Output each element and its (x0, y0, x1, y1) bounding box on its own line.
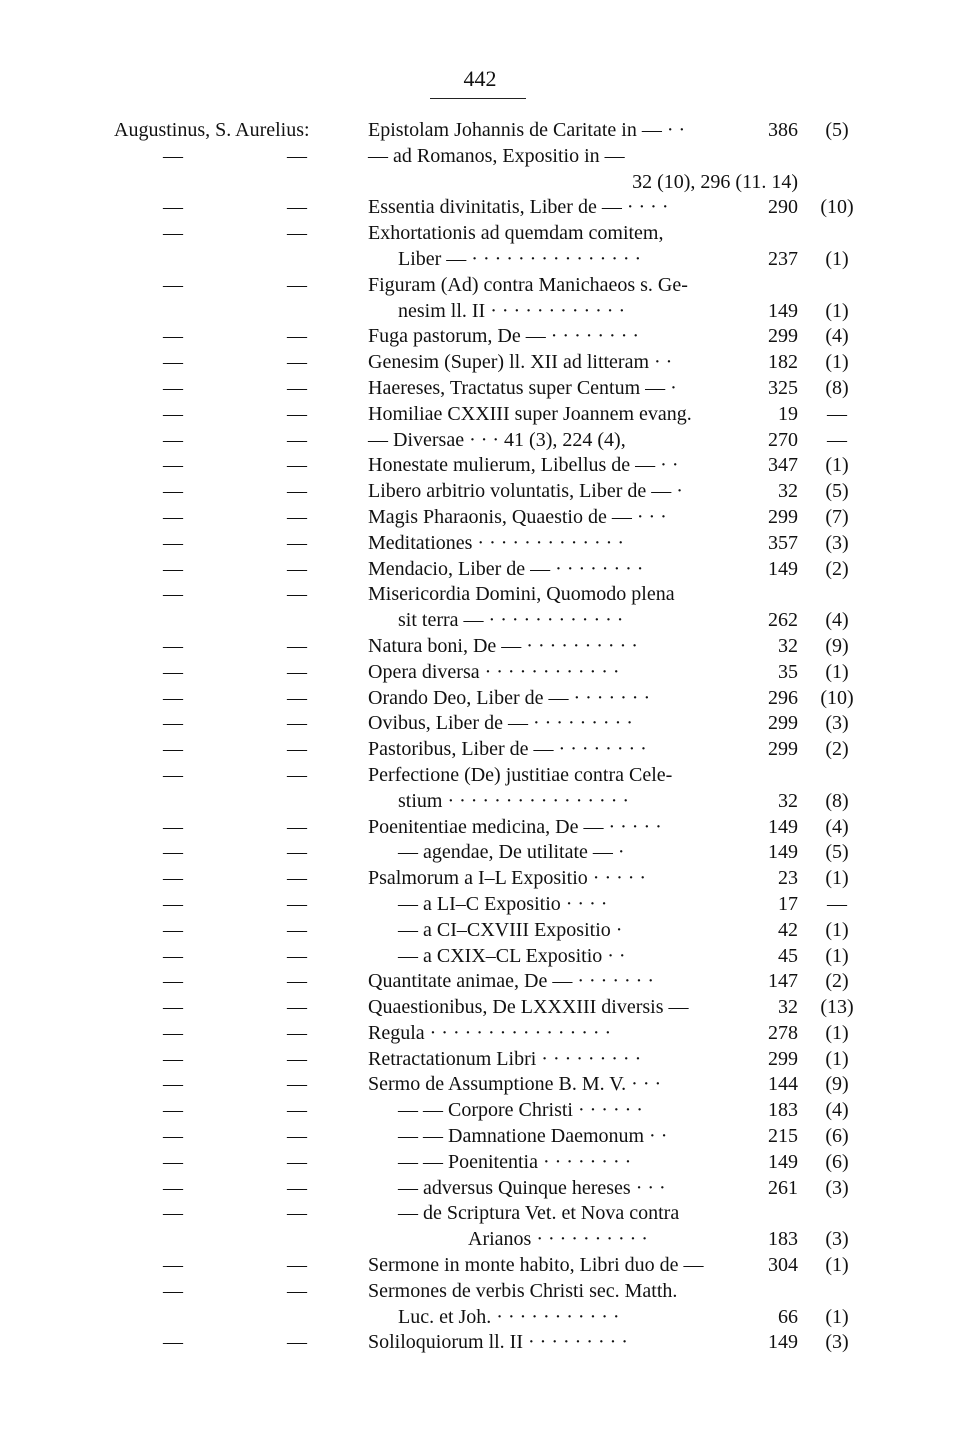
entry-title: — de Scriptura Vet. et Nova contra (398, 1202, 680, 1225)
entry-number: (3) (825, 1176, 849, 1199)
subauthor-column: — (287, 1176, 307, 1199)
page-reference: 299 (768, 712, 798, 735)
subauthor-column: — (287, 325, 307, 348)
author-column: — (163, 273, 183, 296)
entry-title: Libero arbitrio voluntatis, Liber de — · (368, 480, 683, 503)
entry-title: — — Corpore Christi · · · · · · (398, 1099, 643, 1122)
entry-title: — — Damnatione Daemonum · · (398, 1125, 668, 1148)
subauthor-column: — (287, 557, 307, 580)
entry-number: (1) (825, 454, 849, 477)
subauthor-column: — (287, 196, 307, 219)
subauthor-column: — (287, 454, 307, 477)
author-column: — (163, 1331, 183, 1354)
page-reference: 386 (768, 119, 798, 141)
subauthor-column: — (287, 402, 307, 425)
page-reference: 215 (768, 1125, 798, 1148)
entry-number: (9) (825, 634, 849, 657)
author-column: — (163, 222, 183, 245)
index-entry (0, 892, 960, 918)
page-reference: 32 (10), 296 (11. 14) (632, 170, 798, 193)
subauthor-column: — (287, 1099, 307, 1122)
entry-number: (5) (825, 480, 849, 503)
author-column: — (163, 1125, 183, 1148)
entry-number: (3) (825, 1331, 849, 1354)
entry-number: (2) (825, 738, 849, 761)
entry-number: (3) (825, 712, 849, 735)
entry-number: — (827, 402, 847, 425)
entry-title: Exhortationis ad quemdam comitem, (368, 222, 664, 245)
index-entry (0, 918, 960, 944)
index-entry (0, 1150, 960, 1176)
author-column: — (163, 738, 183, 761)
entry-number: (1) (825, 944, 849, 967)
entry-number: — (827, 428, 847, 451)
entry-number: (10) (820, 196, 854, 219)
page-reference: 182 (768, 351, 798, 374)
entry-title: Essentia divinitatis, Liber de — · · · · (368, 196, 669, 219)
page-reference: 149 (768, 299, 798, 322)
entry-title: Meditationes · · · · · · · · · · · · · (368, 531, 625, 554)
page-number-rule (430, 98, 526, 99)
subauthor-column: — (287, 1073, 307, 1096)
entry-title: Sermones de verbis Christi sec. Matth. (368, 1279, 678, 1302)
subauthor-column: — (287, 1254, 307, 1277)
author-column: — (163, 996, 183, 1019)
index-entry (0, 221, 960, 247)
entry-number: (8) (825, 376, 849, 399)
entry-number: (1) (825, 1047, 849, 1070)
subauthor-column: — (287, 1047, 307, 1070)
page-reference: 299 (768, 505, 798, 528)
page-reference: 347 (768, 454, 798, 477)
subauthor-column: — (287, 531, 307, 554)
index-entry (0, 273, 960, 299)
subauthor-column: — (287, 583, 307, 606)
subauthor-column: — (287, 841, 307, 864)
page-reference: 270 (768, 428, 798, 451)
index-entry (0, 428, 960, 454)
entry-title: stium · · · · · · · · · · · · · · · · (398, 789, 630, 812)
index-entry (0, 299, 960, 325)
author-column: — (163, 428, 183, 451)
author-column: — (163, 686, 183, 709)
entry-title: Quantitate animae, De — · · · · · · · (368, 970, 654, 993)
index-entry (0, 608, 960, 634)
entry-title: sit terra — · · · · · · · · · · · · (398, 609, 624, 632)
entry-number: (9) (825, 1073, 849, 1096)
entry-number: (1) (825, 867, 849, 890)
author-column: — (163, 815, 183, 838)
index-entry (0, 144, 960, 170)
subauthor-column: — (287, 970, 307, 993)
entry-title: Pastoribus, Liber de — · · · · · · · · (368, 738, 647, 761)
subauthor-column: — (287, 480, 307, 503)
page-reference: 278 (768, 1021, 798, 1044)
page-reference: 32 (778, 480, 798, 503)
page-reference: 32 (778, 789, 798, 812)
author-column: — (163, 454, 183, 477)
index-entry (0, 170, 960, 196)
entry-title: Haereses, Tractatus super Centum — · (368, 376, 677, 399)
subauthor-column: — (287, 738, 307, 761)
entry-title: Liber — · · · · · · · · · · · · · · · (398, 247, 642, 270)
entry-title: — ad Romanos, Expositio in — (368, 144, 625, 167)
subauthor-column: — (287, 222, 307, 245)
index-entry (0, 1305, 960, 1331)
author-column: — (163, 1021, 183, 1044)
subauthor-column: — (287, 273, 307, 296)
index-entry (0, 1176, 960, 1202)
page-reference: 66 (778, 1305, 798, 1328)
subauthor-column: — (287, 1331, 307, 1354)
subauthor-column: — (287, 1125, 307, 1148)
index-entry (0, 1279, 960, 1305)
entry-title: Opera diversa · · · · · · · · · · · · (368, 660, 620, 683)
index-entry (0, 1124, 960, 1150)
index-entry (0, 711, 960, 737)
entry-number: (2) (825, 557, 849, 580)
author-column: — (163, 351, 183, 374)
page-reference: 32 (778, 634, 798, 657)
index-entry (0, 763, 960, 789)
entry-title: Honestate mulierum, Libellus de — · · (368, 454, 679, 477)
page-reference: 183 (768, 1228, 798, 1251)
author-column: — (163, 892, 183, 915)
page-reference: 296 (768, 686, 798, 709)
index-entry (0, 195, 960, 221)
index-entry (0, 944, 960, 970)
entry-title: Arianos · · · · · · · · · · (468, 1228, 648, 1251)
entry-number: (7) (825, 505, 849, 528)
entry-number: (4) (825, 325, 849, 348)
page-reference: 261 (768, 1176, 798, 1199)
entry-number: (2) (825, 970, 849, 993)
page-reference: 149 (768, 841, 798, 864)
subauthor-column: — (287, 505, 307, 528)
author-column: — (163, 1202, 183, 1225)
subauthor-column: — (287, 1202, 307, 1225)
entry-title: Luc. et Joh. · · · · · · · · · · · (398, 1305, 620, 1328)
index-entry (0, 453, 960, 479)
entry-title: Perfectione (De) justitiae contra Cele- (368, 763, 673, 786)
author-column: Augustinus, S. Aurelius: (114, 119, 310, 141)
entry-title: Soliloquiorum ll. II · · · · · · · · · (368, 1331, 628, 1354)
entry-number: (4) (825, 815, 849, 838)
page-reference: 183 (768, 1099, 798, 1122)
entry-title: Fuga pastorum, De — · · · · · · · · (368, 325, 640, 348)
index-entry (0, 118, 960, 144)
index-entry (0, 737, 960, 763)
entry-number: (4) (825, 609, 849, 632)
subauthor-column: — (287, 918, 307, 941)
index-entry (0, 660, 960, 686)
page-reference: 23 (778, 867, 798, 890)
subauthor-column: — (287, 428, 307, 451)
index-entry (0, 247, 960, 273)
entry-title: Figuram (Ad) contra Manichaeos s. Ge- (368, 273, 688, 296)
page-reference: 149 (768, 557, 798, 580)
index-entry (0, 1047, 960, 1073)
subauthor-column: — (287, 712, 307, 735)
author-column: — (163, 1279, 183, 1302)
index-entry (0, 1201, 960, 1227)
index-entry (0, 840, 960, 866)
entry-title: Sermo de Assumptione B. M. V. · · · (368, 1073, 662, 1096)
page-reference: 237 (768, 247, 798, 270)
subauthor-column: — (287, 144, 307, 167)
index-entry (0, 815, 960, 841)
entry-number: (5) (825, 119, 849, 141)
page-reference: 262 (768, 609, 798, 632)
entry-title: — a CXIX–CL Expositio · · (398, 944, 626, 967)
subauthor-column: — (287, 660, 307, 683)
entry-title: Quaestionibus, De LXXXIII diversis — (368, 996, 689, 1019)
author-column: — (163, 196, 183, 219)
index-entry (0, 324, 960, 350)
index-entry (0, 1072, 960, 1098)
entry-number: (6) (825, 1150, 849, 1173)
subauthor-column: — (287, 815, 307, 838)
page-reference: 32 (778, 996, 798, 1019)
entry-title: — Diversae · · · 41 (3), 224 (4), (368, 428, 626, 451)
author-column: — (163, 402, 183, 425)
subauthor-column: — (287, 867, 307, 890)
page-reference: 42 (778, 918, 798, 941)
author-column: — (163, 1073, 183, 1096)
author-column: — (163, 1047, 183, 1070)
entry-title: Sermone in monte habito, Libri duo de — (368, 1254, 704, 1277)
author-column: — (163, 480, 183, 503)
entry-title: Misericordia Domini, Quomodo plena (368, 583, 675, 606)
index-entry (0, 531, 960, 557)
subauthor-column: — (287, 1021, 307, 1044)
subauthor-column: — (287, 634, 307, 657)
subauthor-column: — (287, 686, 307, 709)
entry-title: Retractationum Libri · · · · · · · · · (368, 1047, 642, 1070)
author-column: — (163, 505, 183, 528)
author-column: — (163, 867, 183, 890)
index-entry (0, 634, 960, 660)
subauthor-column: — (287, 1150, 307, 1173)
entry-title: Natura boni, De — · · · · · · · · · · (368, 634, 638, 657)
subauthor-column: — (287, 996, 307, 1019)
author-column: — (163, 1099, 183, 1122)
entry-title: Orando Deo, Liber de — · · · · · · · (368, 686, 651, 709)
index-entry (0, 995, 960, 1021)
author-column: — (163, 531, 183, 554)
page-reference: 149 (768, 1150, 798, 1173)
page-reference: 304 (768, 1254, 798, 1277)
index-entries (0, 118, 960, 1356)
index-entry (0, 350, 960, 376)
author-column: — (163, 712, 183, 735)
entry-number: (1) (825, 1305, 849, 1328)
subauthor-column: — (287, 763, 307, 786)
subauthor-column: — (287, 351, 307, 374)
author-column: — (163, 325, 183, 348)
entry-number: (13) (820, 996, 854, 1019)
page-reference: 45 (778, 944, 798, 967)
index-entry (0, 1253, 960, 1279)
page-reference: 290 (768, 196, 798, 219)
entry-title: — agendae, De utilitate — · (398, 841, 625, 864)
page-reference: 325 (768, 376, 798, 399)
entry-number: (1) (825, 660, 849, 683)
entry-number: (6) (825, 1125, 849, 1148)
author-column: — (163, 583, 183, 606)
subauthor-column: — (287, 944, 307, 967)
entry-number: (1) (825, 1254, 849, 1277)
author-column: — (163, 763, 183, 786)
author-column: — (163, 970, 183, 993)
entry-title: Psalmorum a I–L Expositio · · · · · (368, 867, 647, 890)
page-reference: 299 (768, 1047, 798, 1070)
entry-number: (4) (825, 1099, 849, 1122)
entry-title: Magis Pharaonis, Quaestio de — · · · (368, 505, 667, 528)
entry-title: — adversus Quinque hereses · · · (398, 1176, 666, 1199)
entry-title: — a LI–C Expositio · · · · (398, 892, 608, 915)
page-reference: 144 (768, 1073, 798, 1096)
entry-number: (1) (825, 351, 849, 374)
index-entry (0, 789, 960, 815)
entry-number: (5) (825, 841, 849, 864)
index-entry (0, 686, 960, 712)
entry-title: Ovibus, Liber de — · · · · · · · · · (368, 712, 633, 735)
entry-title: Genesim (Super) ll. XII ad litteram · · (368, 351, 673, 374)
entry-title: — a CI–CXVIII Expositio · (398, 918, 623, 941)
author-column: — (163, 660, 183, 683)
index-entry (0, 1021, 960, 1047)
entry-number: (1) (825, 247, 849, 270)
index-entry (0, 557, 960, 583)
author-column: — (163, 634, 183, 657)
page-number: 442 (463, 66, 497, 91)
entry-title: Homiliae CXXIII super Joannem evang. (368, 402, 692, 425)
author-column: — (163, 944, 183, 967)
page-reference: 149 (768, 815, 798, 838)
index-entry (0, 969, 960, 995)
entry-title: Mendacio, Liber de — · · · · · · · · (368, 557, 644, 580)
entry-number: (8) (825, 789, 849, 812)
index-entry (0, 1098, 960, 1124)
author-column: — (163, 841, 183, 864)
entry-title: — — Poenitentia · · · · · · · · (398, 1150, 632, 1173)
page-reference: 147 (768, 970, 798, 993)
author-column: — (163, 376, 183, 399)
author-column: — (163, 557, 183, 580)
author-column: — (163, 1254, 183, 1277)
entry-number: (1) (825, 299, 849, 322)
entry-title: nesim ll. II · · · · · · · · · · · · (398, 299, 626, 322)
index-entry (0, 866, 960, 892)
page-reference: 17 (778, 892, 798, 915)
entry-number: (1) (825, 918, 849, 941)
entry-number: (3) (825, 531, 849, 554)
page-reference: 299 (768, 325, 798, 348)
page-reference: 149 (768, 1331, 798, 1354)
index-entry (0, 1330, 960, 1356)
entry-number: (10) (820, 686, 854, 709)
page-reference: 35 (778, 660, 798, 683)
index-entry (0, 505, 960, 531)
entry-number: (1) (825, 1021, 849, 1044)
author-column: — (163, 918, 183, 941)
index-entry (0, 376, 960, 402)
entry-number: (3) (825, 1228, 849, 1251)
author-column: — (163, 144, 183, 167)
entry-number: — (827, 892, 847, 915)
index-entry (0, 582, 960, 608)
page-reference: 19 (778, 402, 798, 425)
entry-title: Regula · · · · · · · · · · · · · · · · (368, 1021, 612, 1044)
index-entry (0, 402, 960, 428)
page-reference: 357 (768, 531, 798, 554)
index-entry (0, 1227, 960, 1253)
subauthor-column: — (287, 1279, 307, 1302)
entry-title: Poenitentiae medicina, De — · · · · · (368, 815, 662, 838)
author-column: — (163, 1176, 183, 1199)
author-column: — (163, 1150, 183, 1173)
page-reference: 299 (768, 738, 798, 761)
entry-title: Epistolam Johannis de Caritate in — · · (368, 119, 686, 141)
subauthor-column: — (287, 892, 307, 915)
index-entry (0, 479, 960, 505)
subauthor-column: — (287, 376, 307, 399)
